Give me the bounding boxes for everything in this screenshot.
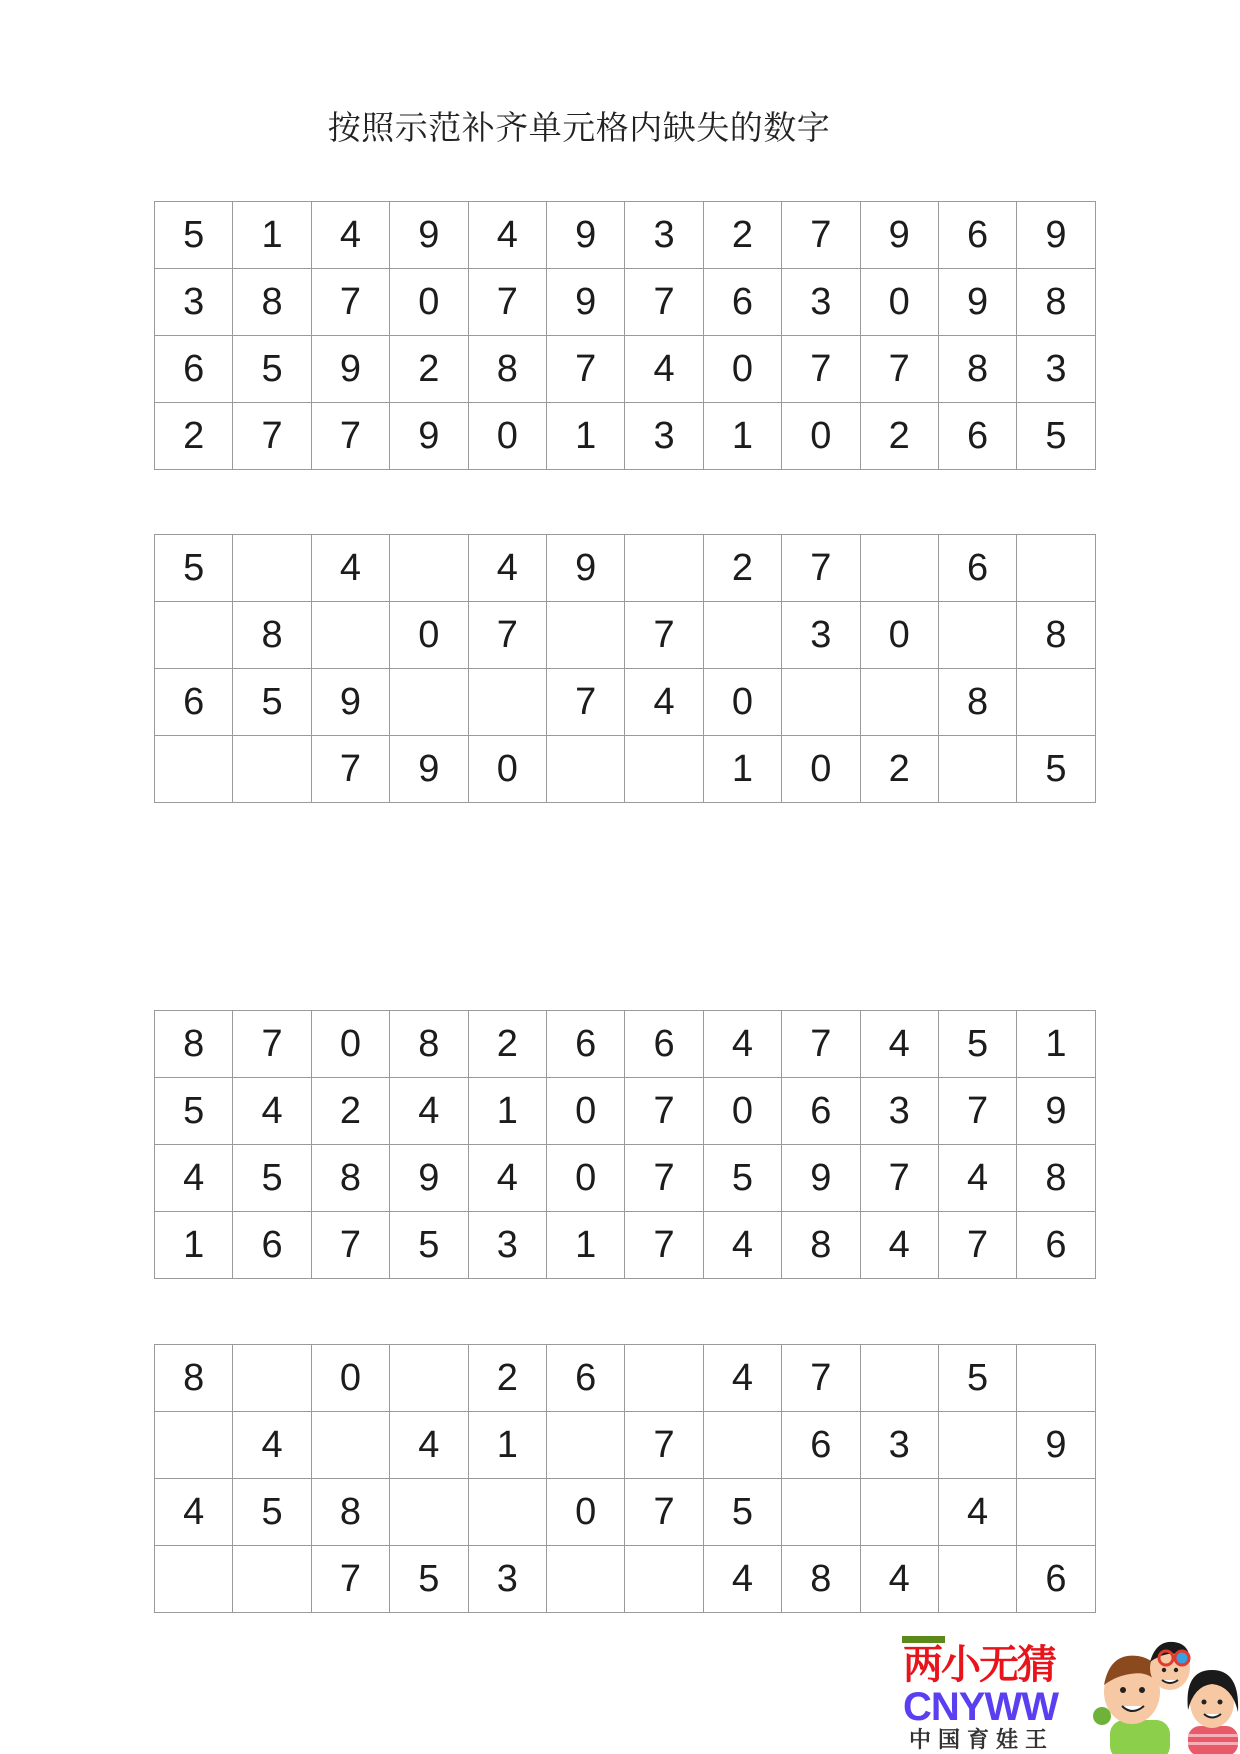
blank-cell[interactable] bbox=[860, 1479, 938, 1546]
digit-cell: 7 bbox=[782, 1345, 860, 1412]
grid-row bbox=[155, 202, 1096, 269]
digit-cell: 7 bbox=[311, 403, 389, 470]
digit-cell: 8 bbox=[311, 1479, 389, 1546]
blank-cell[interactable] bbox=[155, 1412, 233, 1479]
digit-cell: 3 bbox=[155, 269, 233, 336]
blank-cell[interactable] bbox=[468, 1479, 546, 1546]
digit-cell: 3 bbox=[625, 202, 703, 269]
digit-cell: 8 bbox=[233, 602, 311, 669]
blank-cell[interactable] bbox=[390, 1479, 468, 1546]
digit-cell: 0 bbox=[311, 1011, 389, 1078]
blank-cell[interactable] bbox=[782, 669, 860, 736]
example-grid-2 bbox=[154, 1010, 1096, 1279]
digit-cell: 6 bbox=[938, 535, 1016, 602]
digit-cell: 5 bbox=[390, 1546, 468, 1613]
digit-cell: 2 bbox=[703, 535, 781, 602]
grid-row bbox=[155, 1078, 1096, 1145]
blank-cell[interactable] bbox=[1017, 669, 1095, 736]
digit-cell: 5 bbox=[155, 1078, 233, 1145]
digit-cell: 5 bbox=[155, 202, 233, 269]
digit-cell: 8 bbox=[938, 669, 1016, 736]
digit-cell: 7 bbox=[860, 336, 938, 403]
blank-cell[interactable] bbox=[155, 602, 233, 669]
blank-cell[interactable] bbox=[938, 736, 1016, 803]
digit-cell: 4 bbox=[155, 1145, 233, 1212]
digit-cell: 6 bbox=[546, 1011, 624, 1078]
digit-cell: 6 bbox=[1017, 1546, 1095, 1613]
digit-cell: 7 bbox=[625, 1412, 703, 1479]
exercise-grid-2 bbox=[154, 1344, 1096, 1613]
digit-cell: 1 bbox=[155, 1212, 233, 1279]
grid-row bbox=[155, 403, 1096, 470]
digit-cell: 5 bbox=[938, 1345, 1016, 1412]
digit-cell: 0 bbox=[703, 336, 781, 403]
blank-cell[interactable] bbox=[233, 736, 311, 803]
blank-cell[interactable] bbox=[1017, 535, 1095, 602]
digit-cell: 9 bbox=[311, 336, 389, 403]
digit-cell: 6 bbox=[155, 336, 233, 403]
digit-cell: 7 bbox=[782, 202, 860, 269]
blank-cell[interactable] bbox=[233, 535, 311, 602]
blank-cell[interactable] bbox=[390, 1345, 468, 1412]
digit-cell: 4 bbox=[938, 1479, 1016, 1546]
digit-cell: 6 bbox=[938, 403, 1016, 470]
digit-cell: 6 bbox=[546, 1345, 624, 1412]
digit-cell: 1 bbox=[703, 403, 781, 470]
digit-cell: 7 bbox=[468, 269, 546, 336]
digit-cell: 0 bbox=[782, 736, 860, 803]
digit-cell: 4 bbox=[703, 1212, 781, 1279]
blank-cell[interactable] bbox=[938, 1546, 1016, 1613]
digit-cell: 4 bbox=[390, 1078, 468, 1145]
digit-cell: 7 bbox=[782, 336, 860, 403]
blank-cell[interactable] bbox=[703, 1412, 781, 1479]
digit-cell: 6 bbox=[233, 1212, 311, 1279]
digit-cell: 5 bbox=[155, 535, 233, 602]
digit-cell: 9 bbox=[390, 736, 468, 803]
blank-cell[interactable] bbox=[390, 669, 468, 736]
digit-cell: 8 bbox=[1017, 269, 1095, 336]
digit-cell: 4 bbox=[390, 1412, 468, 1479]
grid-row bbox=[155, 336, 1096, 403]
brand-logo bbox=[895, 1630, 1240, 1754]
digit-cell: 6 bbox=[625, 1011, 703, 1078]
page-title: 按照示范补齐单元格内缺失的数字 bbox=[327, 108, 831, 147]
digit-cell: 5 bbox=[1017, 736, 1095, 803]
digit-cell: 8 bbox=[468, 336, 546, 403]
digit-cell: 8 bbox=[938, 336, 1016, 403]
digit-cell: 2 bbox=[860, 403, 938, 470]
grid-row bbox=[155, 1145, 1096, 1212]
digit-cell: 3 bbox=[860, 1412, 938, 1479]
digit-cell: 3 bbox=[468, 1212, 546, 1279]
digit-cell: 8 bbox=[155, 1345, 233, 1412]
blank-cell[interactable] bbox=[468, 669, 546, 736]
digit-cell: 2 bbox=[311, 1078, 389, 1145]
blank-cell[interactable] bbox=[703, 602, 781, 669]
digit-cell: 5 bbox=[233, 1479, 311, 1546]
digit-cell: 9 bbox=[546, 202, 624, 269]
digit-cell: 8 bbox=[782, 1546, 860, 1613]
digit-cell: 7 bbox=[546, 336, 624, 403]
digit-cell: 2 bbox=[390, 336, 468, 403]
digit-cell: 4 bbox=[860, 1546, 938, 1613]
digit-cell: 3 bbox=[782, 602, 860, 669]
digit-cell: 5 bbox=[233, 669, 311, 736]
digit-cell: 8 bbox=[233, 269, 311, 336]
digit-cell: 7 bbox=[625, 1145, 703, 1212]
grid-row bbox=[155, 736, 1096, 803]
digit-cell: 0 bbox=[703, 669, 781, 736]
digit-cell: 6 bbox=[782, 1078, 860, 1145]
digit-cell: 4 bbox=[155, 1479, 233, 1546]
blank-cell[interactable] bbox=[625, 1546, 703, 1613]
digit-cell: 4 bbox=[233, 1078, 311, 1145]
digit-cell: 7 bbox=[468, 602, 546, 669]
grid-row bbox=[155, 1011, 1096, 1078]
digit-cell: 5 bbox=[703, 1479, 781, 1546]
example-grid-1 bbox=[154, 201, 1096, 470]
digit-cell: 9 bbox=[1017, 1412, 1095, 1479]
digit-cell: 7 bbox=[311, 269, 389, 336]
blank-cell[interactable] bbox=[546, 602, 624, 669]
digit-cell: 3 bbox=[625, 403, 703, 470]
digit-cell: 7 bbox=[625, 1479, 703, 1546]
digit-cell: 9 bbox=[1017, 202, 1095, 269]
digit-cell: 2 bbox=[860, 736, 938, 803]
digit-cell: 6 bbox=[782, 1412, 860, 1479]
digit-cell: 9 bbox=[938, 269, 1016, 336]
digit-cell: 4 bbox=[703, 1345, 781, 1412]
digit-cell: 6 bbox=[1017, 1212, 1095, 1279]
digit-cell: 9 bbox=[390, 403, 468, 470]
digit-cell: 4 bbox=[860, 1212, 938, 1279]
digit-cell: 1 bbox=[546, 1212, 624, 1279]
digit-cell: 7 bbox=[782, 535, 860, 602]
digit-cell: 0 bbox=[546, 1479, 624, 1546]
digit-cell: 3 bbox=[468, 1546, 546, 1613]
digit-cell: 7 bbox=[938, 1212, 1016, 1279]
digit-cell: 7 bbox=[782, 1011, 860, 1078]
digit-cell: 0 bbox=[703, 1078, 781, 1145]
digit-cell: 0 bbox=[468, 403, 546, 470]
digit-cell: 9 bbox=[782, 1145, 860, 1212]
digit-cell: 7 bbox=[625, 1212, 703, 1279]
grid-row bbox=[155, 1412, 1096, 1479]
logo-chinese-name: 两小无猜 bbox=[903, 1642, 1055, 1688]
digit-cell: 8 bbox=[782, 1212, 860, 1279]
digit-cell: 1 bbox=[703, 736, 781, 803]
blank-cell[interactable] bbox=[390, 535, 468, 602]
blank-cell[interactable] bbox=[625, 535, 703, 602]
blank-cell[interactable] bbox=[1017, 1345, 1095, 1412]
digit-cell: 7 bbox=[233, 403, 311, 470]
digit-cell: 0 bbox=[468, 736, 546, 803]
digit-cell: 7 bbox=[625, 602, 703, 669]
digit-cell: 5 bbox=[233, 1145, 311, 1212]
logo-tagline: 中国育娃王 bbox=[909, 1728, 1055, 1753]
digit-cell: 7 bbox=[546, 669, 624, 736]
digit-cell: 4 bbox=[938, 1145, 1016, 1212]
digit-cell: 4 bbox=[860, 1011, 938, 1078]
digit-cell: 7 bbox=[233, 1011, 311, 1078]
digit-cell: 6 bbox=[938, 202, 1016, 269]
digit-cell: 4 bbox=[703, 1011, 781, 1078]
digit-cell: 8 bbox=[390, 1011, 468, 1078]
logo-latin-name: CNYWW bbox=[903, 1685, 1058, 1729]
digit-cell: 5 bbox=[1017, 403, 1095, 470]
digit-cell: 5 bbox=[703, 1145, 781, 1212]
blank-cell[interactable] bbox=[860, 669, 938, 736]
grid-row bbox=[155, 1546, 1096, 1613]
blank-cell[interactable] bbox=[1017, 1479, 1095, 1546]
blank-cell[interactable] bbox=[625, 1345, 703, 1412]
digit-cell: 6 bbox=[703, 269, 781, 336]
blank-cell[interactable] bbox=[311, 1412, 389, 1479]
digit-cell: 4 bbox=[233, 1412, 311, 1479]
digit-cell: 8 bbox=[155, 1011, 233, 1078]
blank-cell[interactable] bbox=[546, 736, 624, 803]
digit-cell: 7 bbox=[860, 1145, 938, 1212]
cartoon-family-icon bbox=[1090, 1630, 1240, 1754]
blank-cell[interactable] bbox=[546, 1412, 624, 1479]
digit-cell: 2 bbox=[468, 1345, 546, 1412]
digit-cell: 4 bbox=[311, 202, 389, 269]
digit-cell: 7 bbox=[625, 269, 703, 336]
blank-cell[interactable] bbox=[938, 1412, 1016, 1479]
blank-cell[interactable] bbox=[233, 1345, 311, 1412]
digit-cell: 8 bbox=[1017, 602, 1095, 669]
digit-cell: 0 bbox=[546, 1145, 624, 1212]
digit-cell: 9 bbox=[1017, 1078, 1095, 1145]
digit-cell: 9 bbox=[546, 535, 624, 602]
blank-cell[interactable] bbox=[155, 736, 233, 803]
grid-row bbox=[155, 669, 1096, 736]
grid-row bbox=[155, 269, 1096, 336]
grid-row bbox=[155, 535, 1096, 602]
digit-cell: 4 bbox=[468, 202, 546, 269]
digit-cell: 8 bbox=[311, 1145, 389, 1212]
digit-cell: 1 bbox=[1017, 1011, 1095, 1078]
digit-cell: 2 bbox=[468, 1011, 546, 1078]
digit-cell: 0 bbox=[782, 403, 860, 470]
digit-cell: 4 bbox=[311, 535, 389, 602]
grid-row bbox=[155, 602, 1096, 669]
blank-cell[interactable] bbox=[311, 602, 389, 669]
digit-cell: 3 bbox=[1017, 336, 1095, 403]
digit-cell: 0 bbox=[311, 1345, 389, 1412]
digit-cell: 6 bbox=[155, 669, 233, 736]
digit-cell: 9 bbox=[311, 669, 389, 736]
digit-cell: 7 bbox=[625, 1078, 703, 1145]
digit-cell: 2 bbox=[703, 202, 781, 269]
blank-cell[interactable] bbox=[938, 602, 1016, 669]
digit-cell: 4 bbox=[703, 1546, 781, 1613]
digit-cell: 1 bbox=[233, 202, 311, 269]
digit-cell: 0 bbox=[390, 269, 468, 336]
digit-cell: 0 bbox=[860, 602, 938, 669]
grid-row bbox=[155, 1479, 1096, 1546]
digit-cell: 0 bbox=[390, 602, 468, 669]
digit-cell: 9 bbox=[860, 202, 938, 269]
digit-cell: 7 bbox=[311, 736, 389, 803]
digit-cell: 0 bbox=[546, 1078, 624, 1145]
blank-cell[interactable] bbox=[860, 1345, 938, 1412]
digit-cell: 0 bbox=[860, 269, 938, 336]
digit-cell: 7 bbox=[938, 1078, 1016, 1145]
digit-cell: 3 bbox=[782, 269, 860, 336]
digit-cell: 5 bbox=[390, 1212, 468, 1279]
digit-cell: 4 bbox=[468, 535, 546, 602]
grid-row bbox=[155, 1345, 1096, 1412]
blank-cell[interactable] bbox=[546, 1546, 624, 1613]
digit-cell: 1 bbox=[468, 1078, 546, 1145]
digit-cell: 4 bbox=[625, 336, 703, 403]
digit-cell: 5 bbox=[233, 336, 311, 403]
blank-cell[interactable] bbox=[155, 1546, 233, 1613]
digit-cell: 9 bbox=[390, 1145, 468, 1212]
digit-cell: 3 bbox=[860, 1078, 938, 1145]
blank-cell[interactable] bbox=[860, 535, 938, 602]
grid-row bbox=[155, 1212, 1096, 1279]
blank-cell[interactable] bbox=[625, 736, 703, 803]
blank-cell[interactable] bbox=[233, 1546, 311, 1613]
digit-cell: 7 bbox=[311, 1212, 389, 1279]
digit-cell: 8 bbox=[1017, 1145, 1095, 1212]
digit-cell: 4 bbox=[468, 1145, 546, 1212]
digit-cell: 1 bbox=[546, 403, 624, 470]
digit-cell: 5 bbox=[938, 1011, 1016, 1078]
exercise-grid-1 bbox=[154, 534, 1096, 803]
digit-cell: 2 bbox=[155, 403, 233, 470]
digit-cell: 7 bbox=[311, 1546, 389, 1613]
digit-cell: 9 bbox=[546, 269, 624, 336]
digit-cell: 4 bbox=[625, 669, 703, 736]
digit-cell: 9 bbox=[390, 202, 468, 269]
digit-cell: 1 bbox=[468, 1412, 546, 1479]
blank-cell[interactable] bbox=[782, 1479, 860, 1546]
